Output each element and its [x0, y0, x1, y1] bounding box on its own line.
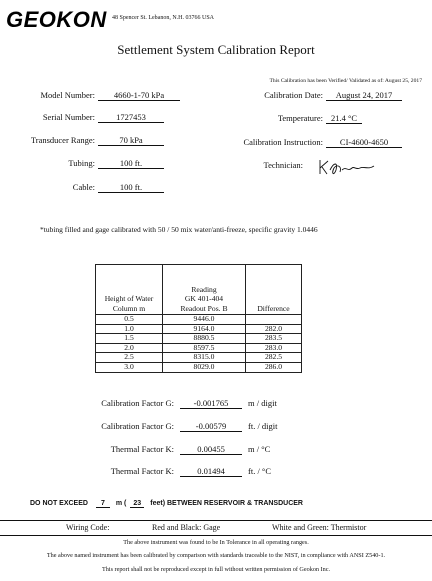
- tubing-value: 100 ft.: [98, 158, 164, 169]
- company-logo: GEOKON: [6, 7, 107, 32]
- report-title: Settlement System Calibration Report: [117, 42, 315, 57]
- calibration-date-label: Calibration Date:: [264, 90, 323, 100]
- transducer-range-value: 70 kPa: [98, 135, 164, 146]
- footer-tolerance: The above instrument was found to be In Tolerance in all operating ranges.: [123, 539, 309, 546]
- wiring-red-black: Red and Black: Gage: [152, 523, 221, 532]
- factor-label: Thermal Factor K:: [110, 444, 174, 454]
- calibration-date-value: August 24, 2017: [326, 90, 402, 101]
- temperature-value: 21.4 °C: [326, 113, 362, 124]
- model-number-label: Model Number:: [40, 90, 95, 100]
- factor-value: 0.01494: [180, 466, 242, 477]
- factor-value: 0.00455: [180, 444, 242, 455]
- cable-value: 100 ft.: [98, 182, 164, 193]
- divider: [0, 535, 432, 536]
- technician-signature: [316, 156, 378, 178]
- table-row: 2.5 8315.0 282.5: [96, 353, 302, 363]
- factor-value: -0.001765: [180, 398, 242, 409]
- table-header-difference: Difference: [246, 265, 302, 315]
- serial-number-label: Serial Number:: [42, 112, 95, 122]
- factor-label: Calibration Factor G:: [101, 421, 174, 431]
- wiring-white-green: White and Green: Thermistor: [272, 523, 367, 532]
- company-address: 48 Spencer St. Lebanon, N.H. 03766 USA: [112, 15, 214, 21]
- factor-label: Thermal Factor K:: [110, 466, 174, 476]
- tubing-note: *tubing filled and gage calibrated with 50 / 50 mix water/anti-freeze, specific gravity 1.0446: [40, 225, 318, 234]
- calibration-instruction-label: Calibration Instruction:: [243, 137, 323, 147]
- divider: [0, 520, 432, 521]
- table-row: 2.0 8597.5 283.0: [96, 343, 302, 353]
- tubing-label: Tubing:: [68, 158, 95, 168]
- footer-reproduction: This report shall not be reproduced except in full without written permission of Geokon Inc.: [101, 566, 331, 573]
- model-number-value: 4660-1-70 kPa: [98, 90, 180, 101]
- calibration-table: [95, 264, 302, 373]
- serial-number-value: 1727453: [98, 112, 164, 123]
- table-header-reading: Reading GK 401-404 Readout Pos. B: [163, 265, 246, 315]
- table-row: 1.0 9164.0 282.0: [96, 324, 302, 334]
- temperature-label: Temperature:: [277, 113, 323, 123]
- cable-label: Cable:: [72, 182, 95, 192]
- table-header-height: Height of Water Column m: [96, 265, 163, 315]
- factor-unit: ft. / digit: [248, 421, 278, 431]
- max-feet: 23: [130, 500, 144, 508]
- table-row: 3.0 8029.0 286.0: [96, 362, 302, 372]
- footer-compliance: The above named instrument has been calibrated by comparison with standards traceable to the NIST, in compliance with ANSI Z540-1.: [46, 552, 386, 559]
- technician-label: Technician:: [263, 160, 303, 170]
- transducer-range-label: Transducer Range:: [30, 135, 95, 145]
- factor-value: -0.00579: [180, 421, 242, 432]
- calibration-instruction-value: CI-4600-4650: [326, 137, 402, 148]
- factor-unit: m / °C: [248, 444, 271, 454]
- table-row: 1.5 8880.5 283.5: [96, 334, 302, 344]
- factor-unit: ft. / °C: [248, 466, 271, 476]
- factor-label: Calibration Factor G:: [101, 398, 174, 408]
- max-meters: 7: [96, 500, 110, 508]
- table-row: 0.5 9446.0: [96, 315, 302, 325]
- do-not-exceed-line: DO NOT EXCEED 7 m ( 23 feet) BETWEEN RESERVOIR & TRANSDUCER: [30, 500, 303, 507]
- verified-note: This Calibration has been Verified/ Validated as of: August 25, 2017: [269, 78, 422, 84]
- wiring-label: Wiring Code:: [66, 523, 110, 532]
- factor-unit: m / digit: [248, 398, 277, 408]
